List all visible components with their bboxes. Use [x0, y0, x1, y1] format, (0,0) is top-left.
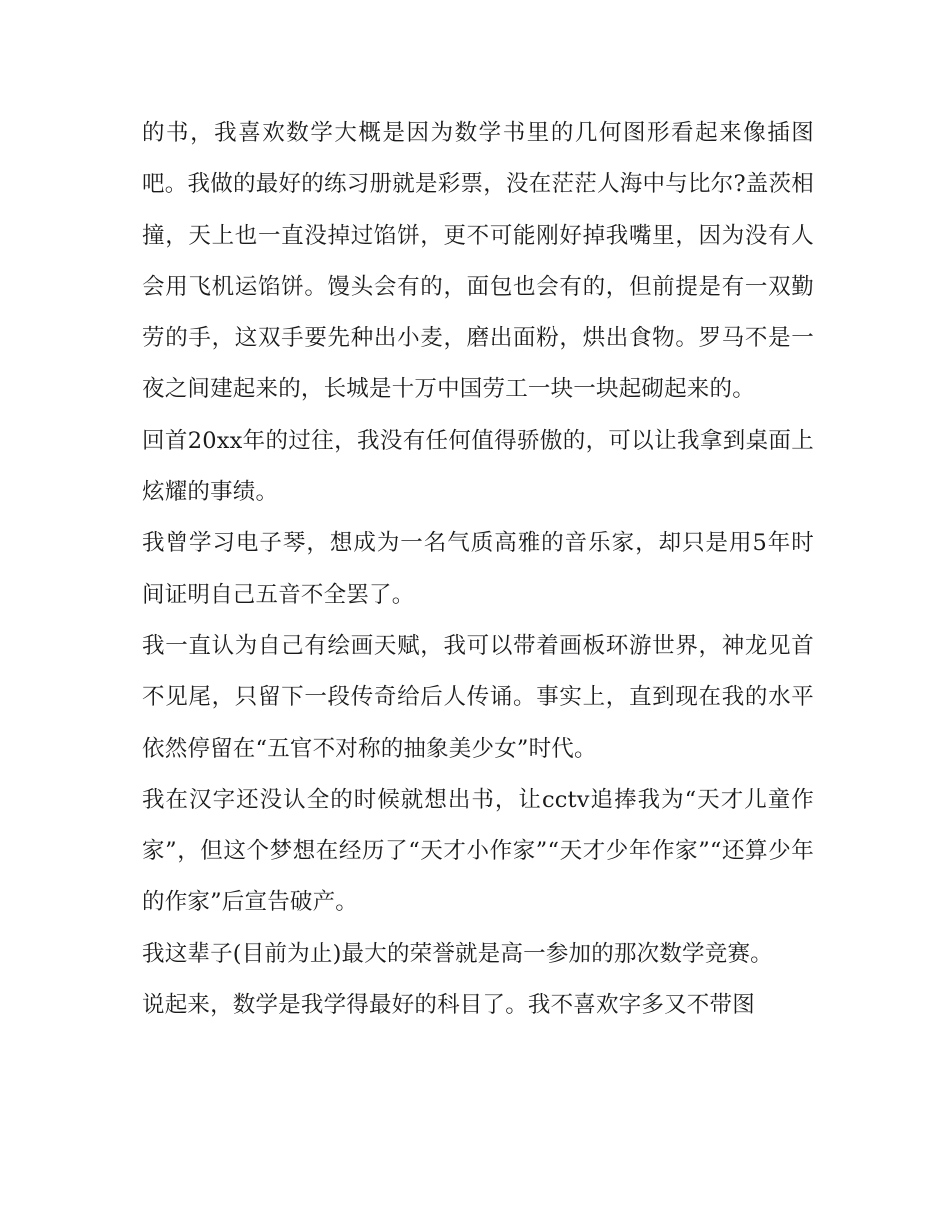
paragraph-4: 我一直认为自己有绘画天赋，我可以带着画板环游世界，神龙见首不见尾，只留下一段传奇给后人传诵。事实上，直到现在我的水平依然停留在“五官不对称的抽象美少女”时代。 [142, 632, 814, 762]
document-body [142, 108, 814, 1031]
paragraph-3: 我曾学习电子琴，想成为一名气质高雅的音乐家，却只是用5年时间证明自己五音不全罢了。 [142, 530, 814, 608]
paragraph-7: 说起来，数学是我学得最好的科目了。我不喜欢字多又不带图 [142, 992, 755, 1019]
paragraph-2: 回首20xx年的过往，我没有任何值得骄傲的，可以让我拿到桌面上炫耀的事绩。 [142, 427, 814, 506]
paragraph-5: 我在汉字还没认全的时候就想出书，让cctv追捧我为“天才儿童作家”，但这个梦想在经历了“天才小作家”“天才少年作家”“还算少年的作家”后宣告破产。 [142, 786, 814, 916]
paragraph-1: 的书，我喜欢数学大概是因为数学书里的几何图形看起来像插图吧。我做的最好的练习册就是彩票，没在茫茫人海中与比尔?盖茨相撞，天上也一直没掉过馅饼，更不可能刚好掉我嘴里，因为没有人会用飞机运馅饼。馒头会有的，面包也会有的，但前提是有一双勤劳的手，这双手要先种出小麦，磨出面粉，烘出食物。罗马不是一夜之间建起来的，长城是十万中国劳工一块一块起砌起来的。 [142, 120, 814, 403]
paragraph-6: 我这辈子(目前为止)最大的荣誉就是高一参加的那次数学竞赛。 [142, 940, 773, 967]
